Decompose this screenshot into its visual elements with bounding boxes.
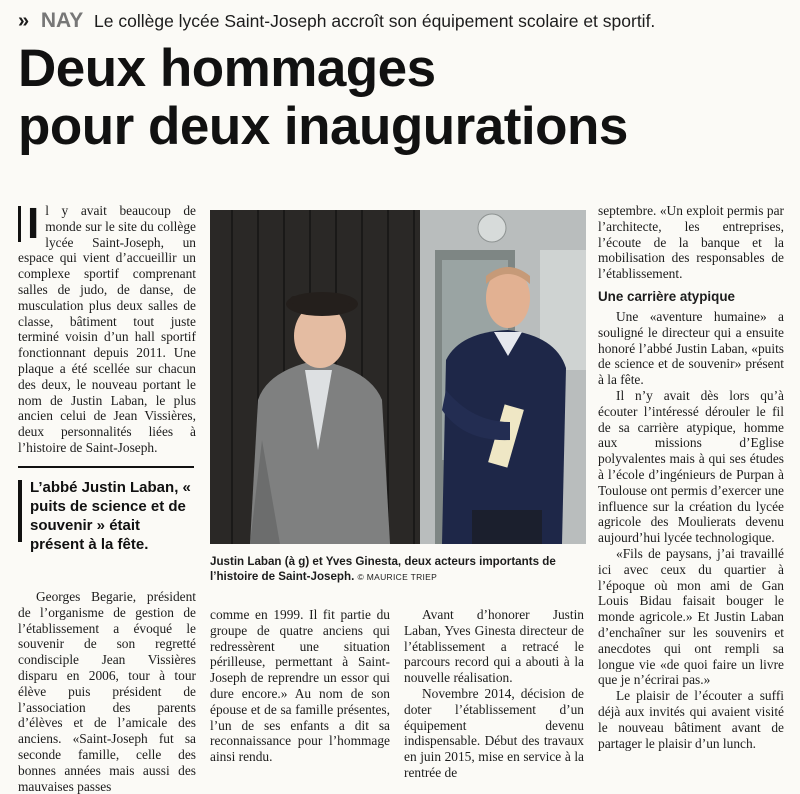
column-4-text xyxy=(598,203,784,751)
lead-text: l y avait beaucoup de monde sur le site du collège lycée Saint-Joseph, un espace qui vient d’accueillir un complexe sportif comprenant salles de judo, de danse, de musculation plus deux salles de classe, bâtiment tout juste terminé voisin d’un hall sportif fonctionnant depuis 2011. Une plaque a été scellée sur chacun des deux, le nouveau portant le nom de Justin Laban, le plus ancien celui de Jean Vissières, deux personnalités liées à l’histoire de Saint-Joseph. xyxy=(18,203,196,455)
dropcap-bar xyxy=(18,206,21,242)
photo-credit: © MAURICE TRIEP xyxy=(357,572,438,582)
article-photo xyxy=(210,210,586,544)
photo-caption xyxy=(210,554,586,585)
article-kicker xyxy=(18,10,788,33)
headline-line-2: pour deux inaugurations xyxy=(18,97,628,156)
column-3-text xyxy=(404,607,584,781)
column-2-text xyxy=(210,607,390,765)
pull-quote xyxy=(18,466,194,554)
article-subtitle: Le collège lycée Saint-Joseph accroît son équipement scolaire et sportif. xyxy=(94,11,656,31)
dropcap-letter: I xyxy=(27,199,40,248)
column-1-text xyxy=(18,589,196,794)
paragraph: Novembre 2014, décision de doter l’établissement d’un équipement devenu indispensable. Début des travaux en juin 2015, mise en service à la rentrée de xyxy=(404,685,584,780)
section-subhead: Une carrière atypique xyxy=(598,288,735,304)
photo-illustration xyxy=(210,210,586,544)
paragraph: «Fils de paysans, j’ai travaillé ici avec ceux du quartier à l’époque où mon ami de Gan Louis Bidau faisait bouger le monde agricole.» Et Justin Laban d’enchaîner sur les souvenirs et anecdotes qui ont rempli sa longue vie «de quoi faire un livre que je n’écrirai pas.» xyxy=(598,545,784,688)
paragraph: Avant d’honorer Justin Laban, Yves Ginesta directeur de l’établissement a retracé le parcours record qui a abouti à la nouvelle réalisation. xyxy=(404,607,584,686)
paragraph: Il n’y avait dès lors qu’à écouter l’intéressé dérouler le fil de sa carrière atypique, homme aux missions d’Eglise polyvalentes mais à qui ses études à l’école d’ingénieurs de Purpan à Toulouse ont permis d’exercer une influence sur la création du lycée agricole des Moulierats devenu aujourd’hui lycée technologique. xyxy=(598,387,784,546)
headline-line-1: Deux hommages xyxy=(18,39,436,98)
location-label: NAY xyxy=(40,9,84,32)
paragraph: septembre. «Un exploit permis par l’architecte, les entreprises, l’écoute de la banque et la mobilisation des responsables de l’établissement. xyxy=(598,203,784,282)
chevron-icon: » xyxy=(18,10,27,32)
paragraph: Une «aventure humaine» a souligné le directeur qui a ensuite honoré l’abbé Justin Laban, «puits de science et de souvenir» présent à la fête. xyxy=(598,308,784,388)
caption-text: Justin Laban (à g) et Yves Ginesta, deux acteurs importants de l’histoire de Saint-Joseph. xyxy=(210,555,556,583)
paragraph: comme en 1999. Il fit partie du groupe de quatre anciens qui redressèrent une situation périlleuse, permettant à Saint-Joseph de reprendre un essor qui dure encore.» Au nom de son épouse et de sa famille présentes, l’un de ses enfants a dit sa reconnaissance pour l’hommage ainsi rendu. xyxy=(210,607,390,765)
paragraph: Le plaisir de l’écouter a suffi déjà aux invités qui avaient visité le nouveau bâtiment avant de partager le plaisir d’un lunch. xyxy=(598,688,784,751)
quote-bar xyxy=(18,480,22,542)
paragraph: Georges Begarie, président de l’organisme de gestion de l’établissement a évoqué le souvenir de son regretté condisciple Jean Vissières disparu en 2006, tour à tour élève puis président de l’association des parents d’élèves et de l’amicale des anciens. «Saint-Joseph fut sa seconde famille, celle des bonnes années mais aussi des mauvaises passes xyxy=(18,589,196,794)
lead-paragraph xyxy=(18,199,196,456)
article-headline xyxy=(18,40,788,156)
pull-quote-text: L’abbé Justin Laban, « puits de science et de souvenir » était présent à la fête. xyxy=(30,479,191,553)
